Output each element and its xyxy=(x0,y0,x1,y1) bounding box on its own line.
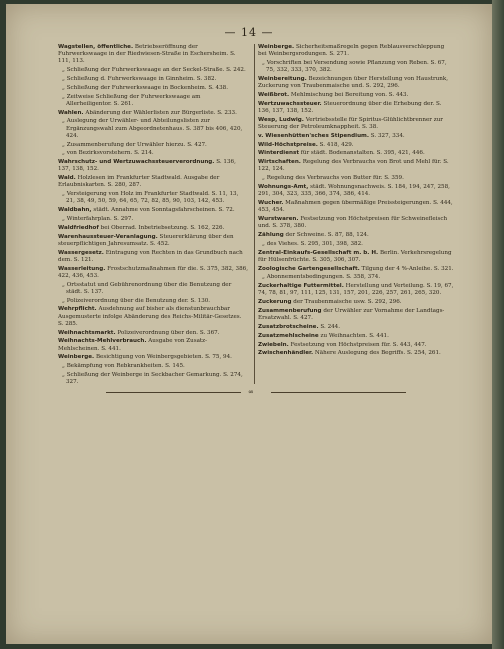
entry-text: S. 418, 429. xyxy=(319,141,354,148)
index-entry xyxy=(258,308,454,322)
entry-subtext: Schließung d. Fuhrwerkswaage in Ginnheim. S. 382. xyxy=(66,76,217,82)
ornament-knot-icon: ∞ xyxy=(248,388,254,396)
index-entry xyxy=(58,94,248,108)
index-entry xyxy=(258,175,454,182)
index-entry xyxy=(58,142,248,149)
index-entry xyxy=(258,200,454,214)
entry-text: Polizeiverordnung über den. S. 367. xyxy=(117,329,220,336)
index-entry xyxy=(258,274,454,281)
entry-heading: Wassergesetz. xyxy=(58,249,104,256)
entry-heading: Weihnachtsmarkt. xyxy=(58,329,116,336)
entry-heading: Zählung xyxy=(258,231,284,238)
entry-text: Holzlesen im Frankfurter Stadtwald. Ausgabe der Erlaubniskarten. S. 280, 287. xyxy=(58,175,220,189)
index-entry xyxy=(258,133,454,140)
entry-heading: Wirtschaften. xyxy=(258,159,301,166)
index-page xyxy=(6,4,492,644)
index-entry xyxy=(258,350,454,357)
entry-subtext: von Bezirksvorstehern. S. 214. xyxy=(66,150,154,157)
index-entry xyxy=(58,118,248,140)
left-column xyxy=(58,44,248,388)
index-entry xyxy=(258,299,454,306)
index-entry xyxy=(58,372,248,386)
entry-subtext: Vorschriften bei Versendung sowie Pflanzung von Reben. S. 67, 75, 332, 333, 370, 382. xyxy=(266,60,447,74)
entry-heading: Zoologische Gartengesellschaft. xyxy=(258,265,360,272)
entry-heading: Wasserleitung. xyxy=(58,265,106,272)
index-entry xyxy=(258,266,454,273)
index-entry xyxy=(58,338,248,352)
entry-subtext: Polizeiverordnung über die Benutzung der. S. 130. xyxy=(66,297,211,304)
entry-text: Regelung des Verbrauchs von Brot und Mehl für. S. 122, 124. xyxy=(258,159,449,173)
index-entry xyxy=(258,101,454,115)
entry-heading: Zusatzmehlscheine xyxy=(258,332,319,339)
entry-text: städt. Wohnungsnachweis. S. 184, 194, 247, 258, 291, 304, 323, 335, 366, 374, 386, 414. xyxy=(258,183,450,198)
index-entry xyxy=(58,234,248,248)
page-number: — 14 — xyxy=(224,26,274,39)
entry-text: der Schweine. S. 87, 88, 124. xyxy=(285,231,369,238)
entry-heading: Wahlen. xyxy=(58,109,84,116)
entry-heading: Zentral-Einkaufs-Gesellschaft m. b. H. xyxy=(258,249,379,256)
index-entry xyxy=(58,216,248,223)
entry-heading: Zuckerhaltige Futtermittel. xyxy=(258,283,344,290)
entry-text: Besichtigung von Weinbergsgebieten. S. 75, 94. xyxy=(95,354,232,361)
entry-text: Steuererklärung über den steuerpflichtigen Jahresumsatz. S. 452. xyxy=(58,233,234,247)
index-entry xyxy=(58,207,248,214)
entry-text: Festsetzung von Höchstpreisen für Schweinefleisch und. S. 378, 380. xyxy=(258,215,448,230)
entry-heading: Zusammenberufung xyxy=(258,307,322,314)
index-entry xyxy=(58,250,248,264)
entry-text: für städt. Bodenanstalten. S. 395, 421, 446. xyxy=(300,150,425,157)
index-entry xyxy=(58,306,248,328)
entry-text: Vertriebsstelle für Spiritus-Glühlichtbrenner zur Steuerung der Petroleumknappheit. S. 38. xyxy=(258,116,443,130)
end-ornament xyxy=(106,388,406,396)
entry-subtext: Ortsstatut und Gebührenordnung über die Benutzung der städt. S. 137. xyxy=(66,281,232,295)
entry-heading: Wohnungs-Amt, xyxy=(258,183,309,190)
entry-heading: Zusatzbrotscheine. xyxy=(258,323,319,330)
entry-heading: Zwiebeln. xyxy=(258,341,289,348)
index-entry xyxy=(58,76,248,83)
index-entry xyxy=(58,159,248,173)
entry-heading: Weinbereitung. xyxy=(258,76,307,82)
entry-subtext: Bekämpfung von Rebkrankheiten. S. 145. xyxy=(66,363,185,370)
index-entry xyxy=(58,282,248,296)
entry-subtext: Schließung der Fuhrwerkswaage in Bockenheim. S. 438. xyxy=(66,84,228,91)
index-entry xyxy=(58,150,248,157)
index-entry xyxy=(258,60,454,74)
entry-subtext: Auslegung der Urwähler- und Abteilungslisten zur Ergänzungswahl zum Abgeordnetenhaus. S. 387 bis 406, 420, 424. xyxy=(66,118,243,139)
entry-subtext: Zusammenberufung der Urwähler hierzu. S. 427. xyxy=(66,141,207,148)
entry-text: bei Oberrad. Inbetriebsetzung. S. 162, 226. xyxy=(100,224,225,231)
entry-text: Sicherheitsmaßregeln gegen Reblausverschleppung bei Weinbergsrodungen. S. 271. xyxy=(258,44,445,58)
entry-subtext: Abonnementsbedingungen. S. 358, 374. xyxy=(266,274,381,281)
entry-text: Eintragung von Rechten in das Grundbuch nach dem. S. 121. xyxy=(58,249,243,263)
index-entry xyxy=(258,342,454,349)
entry-text: der Traubenmaische usw. S. 292, 296. xyxy=(293,299,402,306)
index-entry xyxy=(258,150,454,157)
entry-text: Nähere Auslegung des Begriffs. S. 254, 261. xyxy=(314,350,441,357)
entry-heading: Waldbahn, xyxy=(58,207,92,214)
index-entry xyxy=(258,250,454,264)
entry-heading: Wertzuwachssteuer. xyxy=(258,100,322,107)
entry-heading: Wild-Höchstpreise. xyxy=(258,141,318,148)
entry-subtext: Schließung der Weinberge in Seckbacher Gemarkung. S. 274, 327. xyxy=(66,371,243,386)
entry-subtext: Versteigerung von Holz im Frankfurter Stadtwald. S. 11, 13, 21, 38, 49, 50, 59, 64, 65, 72, 82, 85, 90, 103, 142, 453. xyxy=(66,191,239,205)
ornament-line-right xyxy=(271,392,406,393)
entry-subtext: Winterfahrplan. S. 297. xyxy=(66,215,134,222)
index-entry xyxy=(58,67,248,74)
entry-text: Steuerordnung über die Erhebung der. S. 136, 137, 138, 152. xyxy=(258,100,442,114)
index-entry xyxy=(258,184,454,198)
entry-subtext: Regelung des Verbrauchs von Butter für. S. 359. xyxy=(266,175,404,182)
entry-text: Abänderung der Wählerlisten zur Bürgerliste. S. 233. xyxy=(85,109,237,116)
entry-subtext: Zeitweise Schließung der Fuhrwerkswaage am Allerheiligentor. S. 261. xyxy=(66,93,201,107)
entry-text: Bezeichnungen über Herstellung von Haustrunk, Zuckerung von Traubenmaische und. S. 292, 296. xyxy=(258,76,449,90)
entry-heading: Waldfriedhof xyxy=(58,224,99,231)
ornament-line-left xyxy=(106,392,241,393)
index-entry xyxy=(258,76,454,90)
index-entry xyxy=(258,216,454,230)
entry-text: der Urwähler zur Vornahme der Landtags-Ersatzwahl. S. 427. xyxy=(258,307,445,322)
entry-text: S. 136, 137, 138, 152. xyxy=(58,159,236,173)
index-entry xyxy=(58,330,248,337)
entry-heading: Wehrpflicht. xyxy=(58,306,97,313)
entry-heading: Zwischenhändler. xyxy=(258,350,314,357)
entry-text: Ausgabe von Zusatz-Mehlscheinen. S. 441. xyxy=(58,338,208,352)
entry-heading: Wucher. xyxy=(258,199,284,206)
entry-text: Ausdehnung auf bisher als dienstunbrauchbar Ausgemusterte infolge Abänderung des Reichs-Militär-Gesetzes. S. 285. xyxy=(58,306,242,327)
entry-heading: Wesp, Ludwig. xyxy=(258,116,304,123)
entry-heading: Wald. xyxy=(58,175,76,182)
column-divider xyxy=(254,44,255,384)
entry-heading: Wurstwaren. xyxy=(258,215,299,222)
index-entry xyxy=(58,266,248,280)
entry-subtext: Schließung der Fuhrwerkswaage an der Seckel-Straße. S. 242. xyxy=(66,67,246,74)
entry-text: Festsetzung von Höchstpreisen für. S. 443, 447. xyxy=(290,341,427,348)
index-entry xyxy=(258,117,454,131)
entry-text: Maßnahmen gegen übermäßige Preissteigerungen. S. 444, 453, 454. xyxy=(258,199,453,214)
entry-heading: Winterdienst xyxy=(258,150,299,157)
entry-heading: Weißbrot. xyxy=(258,92,290,98)
entry-text: Frostschutzmaßnahmen für die. S. 375, 382, 386, 422, 436, 453. xyxy=(58,265,248,279)
index-entry xyxy=(258,333,454,340)
index-entry xyxy=(258,92,454,99)
entry-text: Herstellung und Verteilung. S. 19, 67, 74, 78, 81, 97, 111, 125, 131, 157, 201, 226, 257, 261, 265, 320. xyxy=(258,283,454,297)
index-entry xyxy=(258,232,454,239)
entry-text: S. 244. xyxy=(320,323,341,330)
index-entry xyxy=(58,110,248,117)
entry-text: Berlin. Verkehrsregelung für Hülsenfrüchte. S. 305, 306, 307. xyxy=(258,249,452,263)
entry-heading: Weihnachts-Mehlverbrauch. xyxy=(58,338,147,345)
index-entry xyxy=(58,85,248,92)
entry-text: städt. Annahme von Sonntagsfahrscheinen. S. 72. xyxy=(93,207,235,214)
right-column xyxy=(258,44,454,359)
entry-heading: Weinberge. xyxy=(58,354,95,361)
entry-text: zu Weihnachten. S. 441. xyxy=(320,332,389,339)
page-edge xyxy=(492,0,504,649)
index-entry xyxy=(58,191,248,205)
index-entry xyxy=(58,44,248,66)
entry-text: Betriebseröffnung der Fuhrwerkswaage in der Riedwiesen-Straße in Eschersheim. S. 111, 113. xyxy=(58,44,236,65)
entry-text: Tilgung der 4 %-Anleihe. S. 321. xyxy=(361,265,454,272)
entry-subtext: des Viehes. S. 295, 301, 398, 382. xyxy=(266,240,363,247)
index-entry xyxy=(58,298,248,305)
index-entry xyxy=(58,363,248,370)
entry-heading: Wagstellen, öffentliche. xyxy=(58,44,134,50)
entry-heading: Wahrschutz- und Wertzuwachssteuerverordnung. xyxy=(58,159,215,166)
entry-heading: Weinberge. xyxy=(258,44,295,50)
index-entry xyxy=(258,324,454,331)
index-entry xyxy=(58,225,248,232)
index-entry xyxy=(258,283,454,297)
index-entry xyxy=(58,175,248,189)
entry-heading: Zuckerung xyxy=(258,299,292,306)
entry-heading: v. Wiesenhütten'sches Stipendium. xyxy=(258,132,370,139)
index-entry xyxy=(258,159,454,173)
index-entry xyxy=(258,142,454,149)
entry-text: S. 327, 334. xyxy=(370,132,405,139)
index-entry xyxy=(58,354,248,361)
entry-text: Mehlmischung bei Bereitung von. S. 443. xyxy=(290,92,409,98)
index-entry xyxy=(258,44,454,58)
entry-heading: Warenhaussteuer-Veranlagung. xyxy=(58,233,158,240)
index-entry xyxy=(258,241,454,248)
